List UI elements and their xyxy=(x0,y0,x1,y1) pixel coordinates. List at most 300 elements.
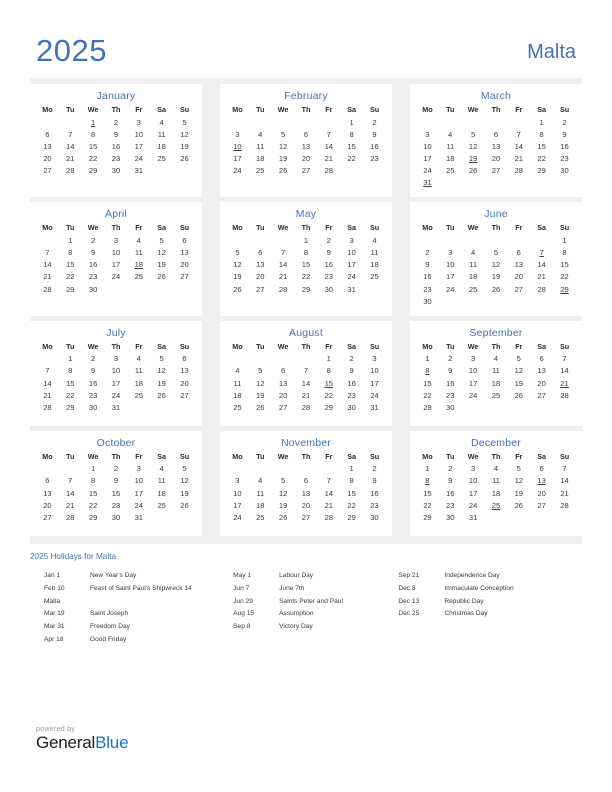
day-cell: 29 xyxy=(537,166,546,176)
day-cell: 22 xyxy=(66,272,75,282)
day-cell: 20 xyxy=(256,272,265,282)
day-cell: 5 xyxy=(159,354,164,364)
day-cell-empty xyxy=(530,295,553,307)
day-cell: 19 xyxy=(157,260,166,270)
week-row xyxy=(416,487,576,499)
day-cell: 21 xyxy=(537,272,546,282)
day-cell-empty xyxy=(485,512,508,524)
legend-entry-name: Labour Day xyxy=(279,572,314,579)
day-cell: 15 xyxy=(66,260,75,270)
day-cell-empty xyxy=(226,235,249,247)
day-cell: 14 xyxy=(301,378,311,388)
day-cell: 27 xyxy=(301,166,311,176)
weekday-header-we: We xyxy=(467,105,479,114)
week-row xyxy=(36,365,196,377)
day-cell-empty xyxy=(507,512,530,524)
month-day-table xyxy=(36,224,196,295)
week-row xyxy=(226,283,386,295)
day-cell: 31 xyxy=(134,512,144,522)
week-row xyxy=(416,128,576,140)
day-cell: 11 xyxy=(492,366,500,376)
day-cell-empty xyxy=(249,463,272,475)
day-cell: 30 xyxy=(423,296,432,306)
legend-entry-date: May 1 xyxy=(233,572,252,579)
legend-entry-name: Good Friday xyxy=(90,635,127,643)
day-cell: 26 xyxy=(491,284,501,294)
day-cell: 13 xyxy=(301,488,311,498)
day-cell: 24 xyxy=(233,166,242,176)
week-row xyxy=(416,235,576,247)
weekday-header-row xyxy=(226,224,386,234)
day-cell: 19 xyxy=(157,378,166,388)
weekday-header-tu: Tu xyxy=(66,223,75,233)
weekday-header-su: Su xyxy=(369,341,380,351)
day-cell: 1 xyxy=(425,464,430,474)
day-cell: 1 xyxy=(562,235,567,245)
weekday-header-row xyxy=(226,343,386,353)
day-cell: 19 xyxy=(180,488,189,498)
day-cell: 1 xyxy=(539,117,544,127)
weekday-header-th: Th xyxy=(301,451,311,461)
day-cell: 21 xyxy=(43,272,52,282)
footer-branding xyxy=(36,726,128,751)
day-cell: 15 xyxy=(423,488,432,498)
legend-entry-name: Feast of Saint Paul's Shipwreck 14 xyxy=(90,584,192,592)
day-cell: 5 xyxy=(258,366,263,376)
legend-entry-name: Christmas Day xyxy=(444,610,488,618)
day-cell-empty xyxy=(173,165,196,177)
day-cell: 17 xyxy=(468,488,478,498)
day-cell: 1 xyxy=(349,117,354,127)
day-cell: 6 xyxy=(303,129,309,139)
day-cell: 1 xyxy=(326,354,331,364)
week-row xyxy=(36,128,196,140)
day-cell-empty xyxy=(439,116,462,128)
day-cell: 3 xyxy=(235,476,240,486)
day-cell: 15 xyxy=(347,488,356,498)
day-cell: 13 xyxy=(43,141,52,151)
month-name: August xyxy=(289,326,323,339)
weekday-header-fr: Fr xyxy=(325,451,333,461)
day-cell: 17 xyxy=(468,378,478,388)
day-cell-holiday: 29 xyxy=(560,284,569,294)
day-cell: 21 xyxy=(560,488,569,498)
day-cell: 15 xyxy=(423,378,432,388)
day-cell: 15 xyxy=(347,141,356,151)
day-cell: 26 xyxy=(514,500,524,510)
day-cell-empty xyxy=(553,402,576,414)
legend-column-2 xyxy=(233,573,398,637)
day-cell-empty xyxy=(507,295,530,307)
week-row xyxy=(226,153,386,165)
day-cell: 12 xyxy=(256,378,265,388)
weekday-header-we: We xyxy=(467,223,479,233)
day-cell: 7 xyxy=(68,129,73,139)
day-cell: 21 xyxy=(324,500,334,510)
powered-by-label: powered by xyxy=(36,726,76,733)
day-cell: 18 xyxy=(468,272,478,282)
day-cell: 23 xyxy=(88,390,98,400)
day-cell-empty xyxy=(416,235,439,247)
day-cell: 26 xyxy=(180,500,189,510)
day-cell: 3 xyxy=(470,354,476,364)
weekday-header-sa: Sa xyxy=(157,341,167,351)
day-cell: 12 xyxy=(468,141,478,151)
legend-entry xyxy=(44,599,233,606)
day-cell-holiday: 21 xyxy=(560,378,569,388)
week-row xyxy=(36,153,196,165)
day-cell: 5 xyxy=(493,248,499,258)
week-row xyxy=(36,353,196,365)
day-cell-empty xyxy=(150,165,173,177)
day-cell: 21 xyxy=(66,500,75,510)
day-cell: 30 xyxy=(111,512,121,522)
day-cell: 17 xyxy=(446,272,455,282)
day-cell: 6 xyxy=(258,248,263,258)
day-cell: 6 xyxy=(280,366,286,376)
day-cell: 13 xyxy=(537,366,546,376)
day-cell: 28 xyxy=(324,166,334,176)
day-cell-empty xyxy=(226,116,249,128)
day-cell: 7 xyxy=(68,476,73,486)
day-cell: 25 xyxy=(256,166,265,176)
day-cell: 21 xyxy=(301,390,311,400)
day-cell-empty xyxy=(295,353,318,365)
day-cell: 12 xyxy=(514,476,524,486)
day-cell: 26 xyxy=(157,390,166,400)
day-cell: 30 xyxy=(560,166,569,176)
day-cell: 5 xyxy=(182,117,187,127)
day-cell: 10 xyxy=(468,476,478,486)
day-cell: 19 xyxy=(180,141,189,151)
legend-entry-date: Sep 21 xyxy=(398,572,420,579)
day-cell: 17 xyxy=(233,500,242,510)
day-cell: 11 xyxy=(233,378,242,388)
day-cell: 10 xyxy=(134,476,144,486)
month-card-july xyxy=(30,321,202,426)
day-cell: 3 xyxy=(425,129,430,139)
legend-entry xyxy=(44,611,233,618)
weekday-header-sa: Sa xyxy=(347,451,357,461)
day-cell: 23 xyxy=(347,390,356,400)
day-cell: 22 xyxy=(88,500,98,510)
day-cell: 24 xyxy=(111,390,121,400)
weekday-header-th: Th xyxy=(301,223,311,233)
legend-entry-date: Jun 7 xyxy=(233,584,250,592)
weekday-header-tu: Tu xyxy=(66,451,75,461)
week-row xyxy=(36,512,196,524)
weekday-header-tu: Tu xyxy=(256,223,265,233)
day-cell-empty xyxy=(226,463,249,475)
day-cell: 30 xyxy=(446,402,455,412)
day-cell: 20 xyxy=(491,154,501,164)
week-row xyxy=(36,463,196,475)
day-cell: 19 xyxy=(491,272,501,282)
day-cell-empty xyxy=(553,512,576,524)
week-row xyxy=(416,512,576,524)
day-cell: 7 xyxy=(45,366,50,376)
day-cell: 12 xyxy=(180,476,189,486)
weekday-header-su: Su xyxy=(179,451,190,461)
day-cell: 26 xyxy=(157,272,166,282)
day-cell-empty xyxy=(363,165,386,177)
week-row xyxy=(416,177,576,189)
day-cell: 15 xyxy=(66,378,75,388)
day-cell-empty xyxy=(317,116,340,128)
weekday-header-we: We xyxy=(277,451,289,461)
month-day-table xyxy=(416,453,576,524)
day-cell-empty xyxy=(439,177,462,189)
day-cell-empty xyxy=(340,165,363,177)
day-cell: 27 xyxy=(514,284,524,294)
week-row xyxy=(416,377,576,389)
week-row xyxy=(416,475,576,487)
day-cell: 15 xyxy=(301,260,311,270)
day-cell: 27 xyxy=(278,402,288,412)
month-card-january xyxy=(30,84,202,197)
day-cell-empty xyxy=(295,116,318,128)
day-cell: 18 xyxy=(370,260,379,270)
weekday-header-su: Su xyxy=(179,223,190,233)
day-cell: 22 xyxy=(423,390,432,400)
day-cell-holiday: 13 xyxy=(537,476,546,486)
day-cell: 17 xyxy=(134,141,144,151)
day-cell: 6 xyxy=(493,129,499,139)
day-cell: 28 xyxy=(514,166,524,176)
country-title: Malta xyxy=(527,41,576,63)
day-cell: 5 xyxy=(159,235,164,245)
week-row xyxy=(226,141,386,153)
day-cell: 19 xyxy=(256,390,265,400)
weekday-header-sa: Sa xyxy=(537,223,547,233)
day-cell: 8 xyxy=(326,366,331,376)
day-cell: 23 xyxy=(88,272,98,282)
day-cell: 7 xyxy=(326,129,331,139)
weekday-header-th: Th xyxy=(111,451,121,461)
day-cell: 25 xyxy=(134,390,144,400)
month-name: December xyxy=(470,436,522,449)
day-cell: 9 xyxy=(448,476,453,486)
day-cell: 2 xyxy=(562,117,567,127)
day-cell: 14 xyxy=(514,141,524,151)
day-cell: 6 xyxy=(182,354,187,364)
week-row xyxy=(226,116,386,128)
day-cell: 9 xyxy=(113,129,119,139)
day-cell: 29 xyxy=(423,402,432,412)
weekday-header-we: We xyxy=(87,105,99,114)
weekday-header-we: We xyxy=(277,341,289,351)
weekday-header-su: Su xyxy=(369,223,380,233)
day-cell-empty xyxy=(439,235,462,247)
day-cell: 16 xyxy=(560,141,569,151)
day-cell-empty xyxy=(485,116,508,128)
weekday-header-su: Su xyxy=(559,105,570,114)
day-cell: 20 xyxy=(180,378,189,388)
month-row xyxy=(30,431,582,536)
day-cell: 10 xyxy=(134,129,144,139)
weekday-header-fr: Fr xyxy=(325,105,333,114)
legend-entry-date: Jan 1 xyxy=(44,572,61,579)
day-cell-empty xyxy=(485,235,508,247)
day-cell-empty xyxy=(530,235,553,247)
day-cell: 23 xyxy=(111,154,121,164)
weekday-header-row xyxy=(36,106,196,116)
legend-entry-date: Mar 31 xyxy=(44,623,65,631)
legend-entry-name: Independence Day xyxy=(444,572,500,579)
weekday-header-fr: Fr xyxy=(135,341,143,351)
legend-entry-date: Dec 8 xyxy=(398,584,416,592)
day-cell-empty xyxy=(317,463,340,475)
weekday-header-sa: Sa xyxy=(537,341,547,351)
day-cell: 24 xyxy=(347,272,356,282)
day-cell-empty xyxy=(249,116,272,128)
day-cell: 6 xyxy=(539,354,544,364)
day-cell: 2 xyxy=(113,464,119,474)
day-cell: 27 xyxy=(180,390,189,400)
day-cell-empty xyxy=(36,463,59,475)
weekday-header-tu: Tu xyxy=(256,105,265,114)
day-cell: 28 xyxy=(43,284,52,294)
week-row xyxy=(226,487,386,499)
legend-entry xyxy=(233,599,398,606)
legend-columns xyxy=(30,573,582,650)
legend-entry xyxy=(44,637,233,644)
day-cell: 13 xyxy=(514,260,524,270)
day-cell: 18 xyxy=(446,154,455,164)
weekday-header-sa: Sa xyxy=(157,223,167,233)
day-cell: 26 xyxy=(180,154,189,164)
month-card-august xyxy=(220,321,392,426)
day-cell: 24 xyxy=(446,284,455,294)
legend-entry-name: Republic Day xyxy=(444,597,484,605)
weekday-header-we: We xyxy=(277,223,289,233)
day-cell: 1 xyxy=(90,464,96,474)
day-cell: 3 xyxy=(470,464,476,474)
weekday-header-mo: Mo xyxy=(422,341,433,351)
day-cell: 9 xyxy=(90,248,96,258)
legend-entry-date: Apr 18 xyxy=(44,635,64,643)
week-row xyxy=(416,295,576,307)
day-cell-empty xyxy=(249,353,272,365)
weekday-header-sa: Sa xyxy=(537,451,547,461)
day-cell: 7 xyxy=(516,129,521,139)
weekday-header-th: Th xyxy=(301,341,311,351)
weekday-header-we: We xyxy=(87,451,99,461)
weekday-header-th: Th xyxy=(111,341,121,351)
day-cell: 22 xyxy=(560,272,569,282)
day-cell: 5 xyxy=(280,476,286,486)
day-cell: 28 xyxy=(537,284,546,294)
weekday-header-mo: Mo xyxy=(232,451,243,461)
day-cell: 29 xyxy=(66,284,75,294)
generalblue-logo xyxy=(36,734,128,751)
day-cell: 19 xyxy=(514,378,524,388)
day-cell: 29 xyxy=(301,284,311,294)
day-cell: 14 xyxy=(66,141,75,151)
day-cell: 9 xyxy=(349,366,354,376)
day-cell: 23 xyxy=(324,272,334,282)
day-cell: 16 xyxy=(423,272,432,282)
week-row xyxy=(226,475,386,487)
day-cell-empty xyxy=(272,235,295,247)
day-cell: 10 xyxy=(111,248,121,258)
day-cell: 16 xyxy=(370,141,379,151)
weekday-header-fr: Fr xyxy=(135,105,143,114)
legend-entry xyxy=(398,599,582,606)
day-cell: 2 xyxy=(326,235,331,245)
weekday-header-fr: Fr xyxy=(135,451,143,461)
day-cell: 27 xyxy=(537,390,546,400)
legend-entry-name: Saint Joseph xyxy=(90,610,129,618)
day-cell-empty xyxy=(462,295,485,307)
day-cell: 5 xyxy=(516,354,521,364)
week-row xyxy=(36,271,196,283)
weekday-header-we: We xyxy=(87,223,99,233)
day-cell: 15 xyxy=(88,141,98,151)
legend-entry xyxy=(233,573,398,580)
day-cell-empty xyxy=(59,116,82,128)
month-day-table xyxy=(226,343,386,414)
day-cell: 17 xyxy=(134,488,144,498)
day-cell: 6 xyxy=(516,248,521,258)
weekday-header-mo: Mo xyxy=(422,105,433,114)
month-card-december xyxy=(410,431,582,536)
day-cell: 16 xyxy=(88,260,98,270)
day-cell: 30 xyxy=(88,402,98,412)
day-cell: 1 xyxy=(68,235,73,245)
day-cell: 22 xyxy=(347,500,356,510)
day-cell-empty xyxy=(295,463,318,475)
week-row xyxy=(226,165,386,177)
day-cell-empty xyxy=(507,116,530,128)
day-cell: 8 xyxy=(68,248,73,258)
day-cell: 18 xyxy=(491,378,501,388)
day-cell: 11 xyxy=(134,366,143,376)
day-cell: 4 xyxy=(493,464,499,474)
day-cell: 3 xyxy=(235,129,240,139)
day-cell: 24 xyxy=(111,272,121,282)
day-cell-holiday: 7 xyxy=(539,248,544,258)
day-cell: 19 xyxy=(514,488,524,498)
week-row xyxy=(416,353,576,365)
day-cell: 27 xyxy=(537,500,546,510)
day-cell: 14 xyxy=(324,141,334,151)
day-cell: 21 xyxy=(324,154,334,164)
day-cell: 22 xyxy=(423,500,432,510)
week-row xyxy=(226,377,386,389)
day-cell: 11 xyxy=(446,141,455,151)
day-cell: 2 xyxy=(372,117,377,127)
day-cell: 14 xyxy=(66,488,75,498)
day-cell: 29 xyxy=(324,402,334,412)
day-cell: 26 xyxy=(256,402,265,412)
legend-entry xyxy=(44,573,233,580)
week-row xyxy=(416,499,576,511)
day-cell-holiday: 1 xyxy=(303,235,309,245)
day-cell: 3 xyxy=(136,117,141,127)
day-cell: 26 xyxy=(278,166,288,176)
week-row xyxy=(416,153,576,165)
month-name: June xyxy=(484,208,508,221)
day-cell: 10 xyxy=(423,141,432,151)
week-row xyxy=(36,377,196,389)
legend-entry-date: Aug 15 xyxy=(233,610,255,618)
day-cell: 13 xyxy=(301,141,311,151)
day-cell-empty xyxy=(272,463,295,475)
legend-entry-name: New Year's Day xyxy=(90,572,137,579)
day-cell: 28 xyxy=(66,166,75,176)
day-cell: 4 xyxy=(235,366,240,376)
